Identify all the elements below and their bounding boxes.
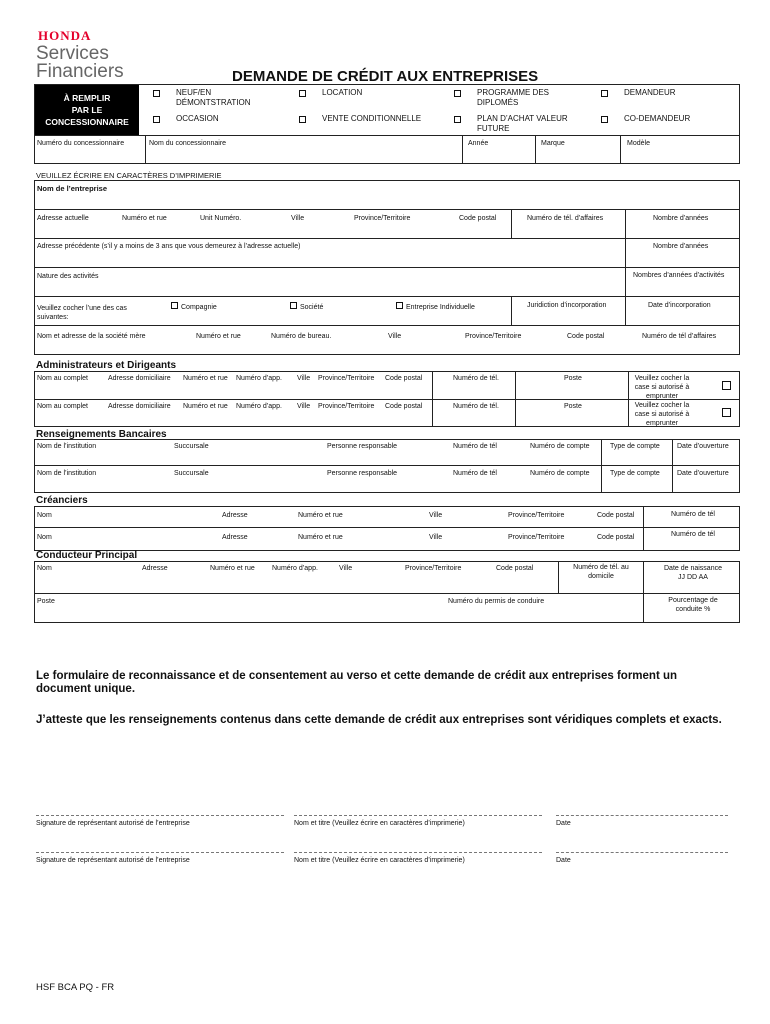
bank-1-opened-label: Date d’ouverture <box>677 443 729 450</box>
driver-postal-label: Code postal <box>496 565 534 572</box>
creditor-1-street-label: Numéro et rue <box>298 512 343 519</box>
model-label: Modèle <box>627 140 650 147</box>
admin-1-province-label: Province/Territoire <box>318 375 375 382</box>
dealer-number-label: Numéro du concessionnaire <box>37 140 125 147</box>
divider <box>34 527 740 528</box>
admin-1-app-label: Numéro d’app. <box>236 375 282 382</box>
creditors-title: Créanciers <box>36 495 88 506</box>
admin-2-street-label: Numéro et rue <box>183 403 228 410</box>
make-label: Marque <box>541 140 565 147</box>
unit-label: Unit Numéro. <box>200 215 242 222</box>
divider <box>628 371 629 427</box>
brand-line-1: Services <box>36 43 109 64</box>
driver-name-label: Nom <box>37 565 52 572</box>
admin-2-authorize-label: Veuillez cocher la case si autorisé à emprunter <box>634 402 690 427</box>
graduate-program-checkbox[interactable] <box>454 90 461 97</box>
bank-2-phone-label: Numéro de tél <box>453 470 497 477</box>
date-line-2[interactable] <box>556 852 728 853</box>
sole-proprietor-checkbox[interactable] <box>396 302 403 309</box>
creditor-1-postal-label: Code postal <box>597 512 635 519</box>
admin-2-province-label: Province/Territoire <box>318 403 375 410</box>
bank-2-type-label: Type de compte <box>610 470 660 477</box>
bank-1-contact-label: Personne responsable <box>327 443 398 450</box>
divider <box>34 465 740 466</box>
conditional-sale-label: VENTE CONDITIONNELLE <box>322 114 422 123</box>
admin-2-phone-label: Numéro de tél. <box>453 403 499 410</box>
new-demo-checkbox[interactable] <box>153 90 160 97</box>
divider <box>34 135 740 136</box>
lease-checkbox[interactable] <box>299 90 306 97</box>
province-label: Province/Territoire <box>354 215 411 222</box>
driver-license-label: Numéro du permis de conduire <box>448 598 545 605</box>
company-option-label: Compagnie <box>181 304 217 311</box>
business-phone-label: Numéro de tél. d’affaires <box>527 215 604 222</box>
creditor-2-phone-label: Numéro de tél <box>671 531 715 538</box>
current-address-label: Adresse actuelle <box>37 215 89 222</box>
admin-1-address-label: Adresse domiciliaire <box>108 375 171 382</box>
admin-1-street-label: Numéro et rue <box>183 375 228 382</box>
signature-label-1: Signature de représentant autorisé de l’entreprise <box>36 820 190 827</box>
admin-1-authorize-checkbox[interactable] <box>722 381 731 390</box>
city-label: Ville <box>291 215 305 222</box>
co-applicant-checkbox[interactable] <box>601 116 608 123</box>
divider <box>145 135 146 164</box>
driver-birthdate-label: Date de naissance JJ DD AA <box>664 565 722 581</box>
bank-2-account-label: Numéro de compte <box>530 470 590 477</box>
signature-line-1[interactable] <box>36 815 284 816</box>
driver-home-phone-label: Numéro de tél. au domicile <box>573 564 629 580</box>
name-title-line-1[interactable] <box>294 815 542 816</box>
admin-1-position-label: Poste <box>564 375 582 382</box>
admin-2-city-label: Ville <box>297 403 311 410</box>
driver-percentage-label: Pourcentage de conduite % <box>668 597 718 613</box>
divider <box>672 439 673 493</box>
divider <box>643 561 644 623</box>
co-applicant-label: CO-DEMANDEUR <box>624 114 691 123</box>
years-label: Nombre d’années <box>653 215 709 222</box>
divider <box>535 135 536 164</box>
creditor-1-city-label: Ville <box>429 512 443 519</box>
admin-2-authorize-checkbox[interactable] <box>722 408 731 417</box>
dealer-box <box>35 85 139 135</box>
parent-street-label: Numéro et rue <box>196 333 241 340</box>
creditor-2-province-label: Province/Territoire <box>508 534 565 541</box>
admin-2-position-label: Poste <box>564 403 582 410</box>
admin-2-app-label: Numéro d’app. <box>236 403 282 410</box>
driver-street-label: Numéro et rue <box>210 565 255 572</box>
name-title-label-2: Nom et titre (Veuillez écrire en caractères d’imprimerie) <box>294 857 465 864</box>
divider <box>34 238 740 239</box>
admin-1-city-label: Ville <box>297 375 311 382</box>
creditor-2-postal-label: Code postal <box>597 534 635 541</box>
creditor-2-address-label: Adresse <box>222 534 248 541</box>
years-previous-label: Nombre d’années <box>653 243 709 250</box>
creditor-1-name-label: Nom <box>37 512 52 519</box>
divider <box>34 267 740 268</box>
creditor-2-street-label: Numéro et rue <box>298 534 343 541</box>
creditor-2-name-label: Nom <box>37 534 52 541</box>
dealer-name-label: Nom du concessionnaire <box>149 140 227 147</box>
divider <box>625 267 626 296</box>
admin-2-name-label: Nom au complet <box>37 403 88 410</box>
divider <box>34 209 740 210</box>
signature-label-2: Signature de représentant autorisé de l’entreprise <box>36 857 190 864</box>
divider <box>620 135 621 164</box>
driver-province-label: Province/Territoire <box>405 565 462 572</box>
used-checkbox[interactable] <box>153 116 160 123</box>
parent-phone-label: Numéro de tél d’affaires <box>642 333 717 340</box>
admin-1-authorize-label: Veuillez cocher la case si autorisé à emprunter <box>634 375 690 400</box>
driver-city-label: Ville <box>339 565 353 572</box>
name-title-line-2[interactable] <box>294 852 542 853</box>
postal-code-label: Code postal <box>459 215 497 222</box>
divider <box>34 593 740 594</box>
print-instruction: VEUILLEZ ÉCRIRE EN CARACTÈRES D’IMPRIMERIE <box>36 171 222 180</box>
dealer-box-line-2: PAR LE <box>71 105 103 115</box>
lease-label: LOCATION <box>322 88 363 97</box>
bank-1-account-label: Numéro de compte <box>530 443 590 450</box>
admin-1-name-label: Nom au complet <box>37 375 88 382</box>
form-code: HSF BCA PQ - FR <box>36 982 115 993</box>
company-name-label: Nom de l’entreprise <box>37 184 108 193</box>
date-label-2: Date <box>556 857 571 864</box>
honda-logo: HONDA <box>38 28 92 43</box>
street-label: Numéro et rue <box>122 215 167 222</box>
admins-title: Administrateurs et Dirigeants <box>36 360 177 371</box>
driver-position-label: Poste <box>37 598 55 605</box>
divider <box>601 439 602 493</box>
divider <box>511 209 512 238</box>
date-label-1: Date <box>556 820 571 827</box>
date-line-1[interactable] <box>556 815 728 816</box>
bank-1-branch-label: Succursale <box>174 443 209 450</box>
divider <box>462 135 463 164</box>
bank-2-contact-label: Personne responsable <box>327 470 398 477</box>
bank-1-institution-label: Nom de l’institution <box>37 443 97 450</box>
creditor-1-phone-label: Numéro de tél <box>671 511 715 518</box>
bank-2-opened-label: Date d’ouverture <box>677 470 729 477</box>
divider <box>515 371 516 427</box>
dealer-box-line-1: À REMPLIR <box>63 93 111 103</box>
parent-company-label: Nom et adresse de la société mère <box>37 333 146 340</box>
parent-office-label: Numéro de bureau. <box>271 333 332 340</box>
driver-app-label: Numéro d’app. <box>272 565 318 572</box>
signature-line-2[interactable] <box>36 852 284 853</box>
divider <box>558 561 559 593</box>
driver-address-label: Adresse <box>142 565 168 572</box>
year-label: Année <box>468 140 489 147</box>
divider <box>625 296 626 325</box>
admin-2-postal-label: Code postal <box>385 403 423 410</box>
divider <box>34 325 740 326</box>
bank-1-phone-label: Numéro de tél <box>453 443 497 450</box>
bank-title: Renseignements Bancaires <box>36 429 167 440</box>
admin-1-phone-label: Numéro de tél. <box>453 375 499 382</box>
page-title: DEMANDE DE CRÉDIT AUX ENTREPRISES <box>232 68 539 85</box>
previous-address-label: Adresse précédente (s’il y a moins de 3 ans que vous demeurez à l’adresse actuelle) <box>37 243 301 250</box>
divider <box>511 296 512 325</box>
brand-line-2: Financiers <box>36 61 124 82</box>
company-checkbox[interactable] <box>171 302 178 309</box>
entity-type-instruction: Veuillez cocher l’une des cas suivantes: <box>37 305 127 321</box>
partnership-option-label: Société <box>300 304 324 311</box>
admin-1-postal-label: Code postal <box>385 375 423 382</box>
applicant-checkbox[interactable] <box>601 90 608 97</box>
parent-province-label: Province/Territoire <box>465 333 522 340</box>
new-demo-label: NEUF/EN DÉMONTSTRATION <box>176 88 251 107</box>
bank-2-branch-label: Succursale <box>174 470 209 477</box>
driver-title: Conducteur Principal <box>36 550 138 561</box>
acknowledgement-statement: Le formulaire de reconnaissance et de consentement au verso et cette demande de crédit aux entreprises forment un document unique. <box>36 670 678 695</box>
sole-proprietor-label: Entreprise Individuelle <box>406 304 475 311</box>
creditor-1-province-label: Province/Territoire <box>508 512 565 519</box>
dealer-box-line-3: CONCESSIONNAIRE <box>45 117 129 127</box>
divider <box>643 506 644 551</box>
business-nature-label: Nature des activités <box>37 273 99 280</box>
parent-city-label: Ville <box>388 333 402 340</box>
bank-1-type-label: Type de compte <box>610 443 660 450</box>
used-label: OCCASION <box>176 114 219 123</box>
future-value-checkbox[interactable] <box>454 116 461 123</box>
bank-2-institution-label: Nom de l’institution <box>37 470 97 477</box>
jurisdiction-label: Juridiction d’incorporation <box>527 302 607 309</box>
applicant-label: DEMANDEUR <box>624 88 676 97</box>
future-value-label: PLAN D’ACHAT VALEUR FUTURE <box>477 114 568 133</box>
divider <box>34 296 740 297</box>
graduate-program-label: PROGRAMME DES DIPLOMÉS <box>477 88 550 107</box>
incorporation-date-label: Date d’incorporation <box>648 302 711 309</box>
creditor-2-city-label: Ville <box>429 534 443 541</box>
attestation-statement: J’atteste que les renseignements contenus dans cette demande de crédit aux entreprises sont véridiques complets et exacts. <box>36 714 722 726</box>
name-title-label-1: Nom et titre (Veuillez écrire en caractères d’imprimerie) <box>294 820 465 827</box>
creditor-1-address-label: Adresse <box>222 512 248 519</box>
parent-postal-label: Code postal <box>567 333 605 340</box>
admin-2-address-label: Adresse domiciliaire <box>108 403 171 410</box>
divider <box>432 371 433 427</box>
years-activity-label: Nombres d’années d’activités <box>633 272 725 279</box>
partnership-checkbox[interactable] <box>290 302 297 309</box>
conditional-sale-checkbox[interactable] <box>299 116 306 123</box>
